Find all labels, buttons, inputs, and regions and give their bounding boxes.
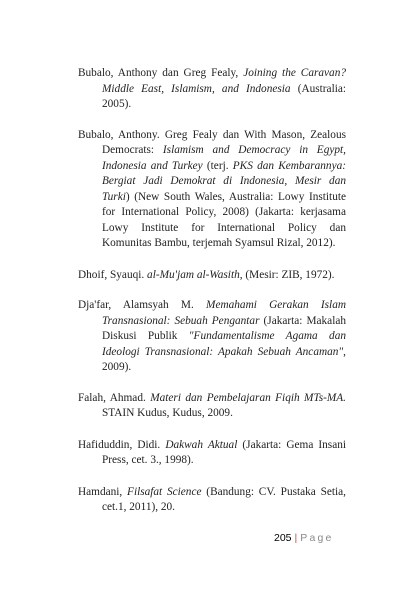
bibliography-list xyxy=(78,66,346,531)
page-footer xyxy=(274,532,334,544)
entry-title: PKS dan Kembarannya: Bergiat Jadi Demokrat di Indonesia, Mesir dan Turki xyxy=(102,159,346,203)
page-number: 205 xyxy=(274,532,292,544)
bibliography-entry xyxy=(78,66,346,113)
entry-text: Falah, Ahmad. xyxy=(78,391,151,404)
entry-text: Dhoif, Syauqi. xyxy=(78,268,148,281)
bibliography-entry xyxy=(78,298,346,376)
entry-text: (Jakarta: Makalah Diskusi Publik xyxy=(102,314,346,342)
entry-title: Memahami Gerakan Islam Transnasional: Sebuah Pengantar xyxy=(102,299,346,327)
entry-title: Dakwah Aktual xyxy=(165,438,238,451)
page-label: Page xyxy=(300,532,334,544)
entry-title: Materi dan Pembelajaran Fiqih MTs-MA. xyxy=(150,391,346,404)
entry-text: (Bandung: CV. Pustaka Setia, cet.1, 2011), 20. xyxy=(102,485,347,513)
entry-text: Hafiduddin, Didi. xyxy=(78,438,166,451)
entry-text: Hamdani, xyxy=(78,485,128,498)
entry-text: Dja'far, Alamsyah M. xyxy=(78,299,207,311)
entry-title: "Fundamentalisme Agama dan Ideologi Transnasional: Apakah Sebuah Ancaman" xyxy=(102,330,346,358)
entry-text: Bubalo, Anthony. Greg Fealy dan With Mason, Zealous Democrats: xyxy=(78,128,346,156)
bibliography-entry xyxy=(78,485,346,516)
entry-title: Joining the Caravan? Middle East, Islamism, and Indonesia xyxy=(102,67,346,95)
bibliography-entry xyxy=(78,268,346,284)
entry-text: STAIN Kudus, Kudus, 2009. xyxy=(102,407,233,419)
entry-title: Islamism and Democracy in Egypt, Indonesia and Turkey xyxy=(102,144,346,172)
entry-text: (terj. xyxy=(202,159,233,172)
entry-text: , (Mesir: ZIB, 1972). xyxy=(239,268,335,281)
entry-title: Filsafat Science xyxy=(127,485,202,498)
bibliography-entry xyxy=(78,128,346,252)
entry-text: (Jakarta: Gema Insani Press, cet. 3., 1998). xyxy=(102,438,347,466)
bibliography-entry xyxy=(78,438,346,469)
footer-separator: | xyxy=(294,532,298,544)
entry-title: al-Mu'jam al-Wasith xyxy=(147,268,240,281)
entry-text: (Australia: 2005). xyxy=(102,82,347,110)
entry-text: Bubalo, Anthony dan Greg Fealy, xyxy=(78,67,244,79)
bibliography-entry xyxy=(78,391,346,422)
entry-text: , 2009). xyxy=(102,345,346,373)
entry-text: ) (New South Wales, Australia: Lowy Institute for International Policy, 2008) (Jakarta: kerjasama Lowy Institute for International Policy dan Komunitas Bambu, terjemah Syamsul Rizal, 2012). xyxy=(102,190,346,249)
